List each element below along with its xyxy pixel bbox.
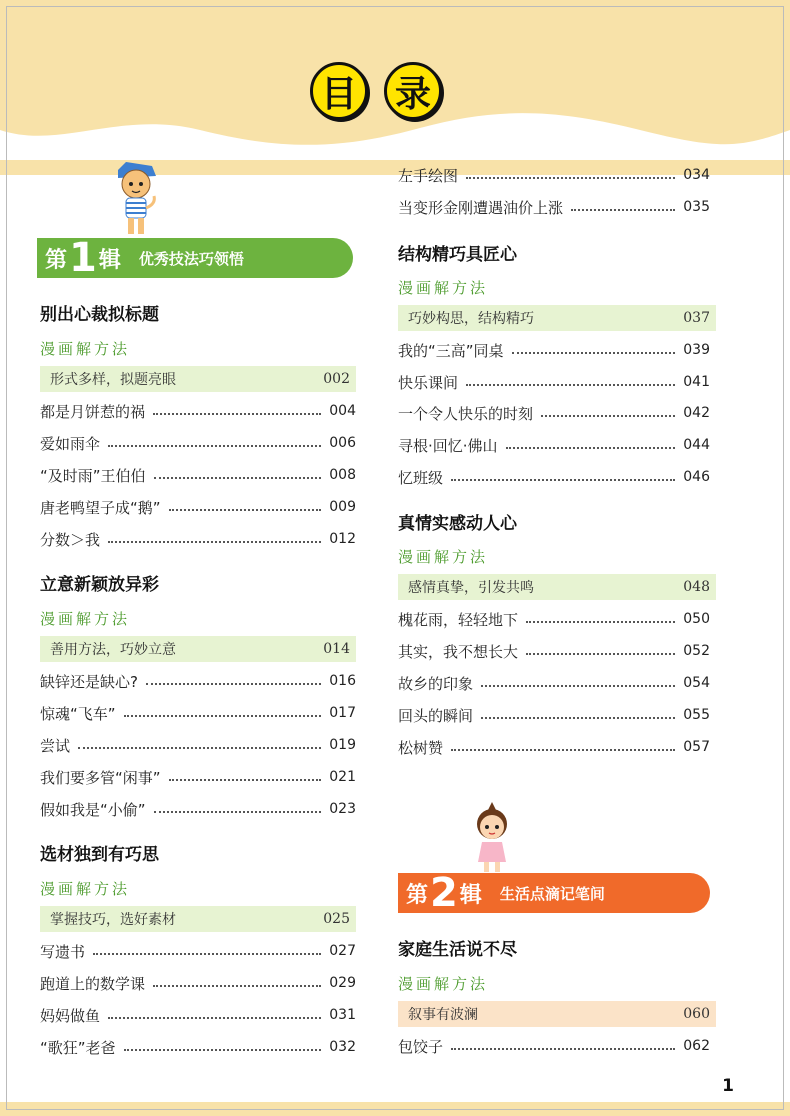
cat-mascot-icon	[112, 160, 160, 238]
entry-page: 054	[683, 675, 710, 691]
method-entry[interactable]	[398, 574, 716, 600]
leader-dots	[512, 352, 676, 354]
leader-dots	[451, 749, 675, 751]
entry-page: 016	[329, 673, 356, 689]
leader-dots	[526, 653, 675, 655]
entry-title: 松树赞	[398, 738, 444, 757]
entry-title: “及时雨”王伯伯	[40, 466, 146, 485]
entry-title: 假如我是“小偷”	[40, 800, 146, 819]
toc-entry[interactable]	[40, 669, 356, 693]
leader-dots	[481, 685, 675, 687]
leader-dots	[153, 985, 321, 987]
leader-dots	[124, 1049, 322, 1051]
section-title: 立意新颖放异彩	[40, 575, 159, 595]
section-title: 真情实感动人心	[398, 514, 517, 534]
method-text: 善用方法，巧妙立意	[50, 642, 176, 658]
entry-title: 回头的瞬间	[398, 706, 474, 725]
method-page: 060	[683, 1006, 710, 1022]
entry-page: 044	[683, 437, 710, 453]
toc-entry[interactable]	[398, 163, 710, 187]
leader-dots	[93, 953, 321, 955]
entry-page: 052	[683, 643, 710, 659]
method-label: 漫画解方法	[40, 340, 131, 358]
toc-entry[interactable]	[398, 195, 710, 219]
toc-entry[interactable]	[398, 433, 710, 457]
toc-entry[interactable]	[398, 338, 710, 362]
leader-dots	[146, 683, 321, 685]
part-1-number: 1	[69, 235, 97, 281]
method-entry[interactable]	[40, 366, 356, 392]
leader-dots	[154, 811, 322, 813]
entry-page: 032	[329, 1039, 356, 1055]
entry-title: 分数＞我	[40, 530, 101, 549]
toc-entry[interactable]	[40, 431, 356, 455]
toc-entry[interactable]	[40, 733, 356, 757]
leader-dots	[169, 509, 322, 511]
section-title: 家庭生活说不尽	[398, 940, 517, 960]
toc-entry[interactable]	[40, 495, 356, 519]
page-number: 1	[722, 1076, 734, 1096]
toc-entry[interactable]	[40, 399, 356, 423]
entry-page: 019	[329, 737, 356, 753]
entry-title: 尝试	[40, 736, 71, 755]
entry-page: 027	[329, 943, 356, 959]
entry-title: 其实，我不想长大	[398, 642, 519, 661]
entry-title: 妈妈做鱼	[40, 1006, 101, 1025]
part-1-banner	[37, 235, 353, 281]
girl-mascot-icon	[470, 800, 514, 874]
entry-page: 006	[329, 435, 356, 451]
toc-entry[interactable]	[398, 671, 710, 695]
method-text: 掌握技巧，选好素材	[50, 912, 176, 928]
entry-page: 021	[329, 769, 356, 785]
toc-entry[interactable]	[398, 465, 710, 489]
entry-title: 忆班级	[398, 468, 444, 487]
entry-page: 055	[683, 707, 710, 723]
toc-entry[interactable]	[40, 765, 356, 789]
part-1-prefix: 第	[45, 247, 68, 273]
entry-page: 008	[329, 467, 356, 483]
entry-page: 039	[683, 342, 710, 358]
toc-entry[interactable]	[398, 639, 710, 663]
entry-title: 缺锌还是缺心?	[40, 672, 138, 691]
entry-title: 故乡的印象	[398, 674, 474, 693]
entry-page: 031	[329, 1007, 356, 1023]
part-1-subtitle: 优秀技法巧领悟	[138, 249, 244, 268]
entry-title: 当变形金刚遭遇油价上涨	[398, 198, 564, 217]
section-title: 选材独到有巧思	[40, 845, 159, 865]
entry-title: 爱如雨伞	[40, 434, 101, 453]
method-label: 漫画解方法	[398, 279, 489, 297]
page-title	[310, 62, 442, 120]
entry-title: 一个令人快乐的时刻	[398, 404, 534, 423]
title-char-2: 录	[384, 62, 442, 120]
leader-dots	[124, 715, 322, 717]
section-title: 别出心裁拟标题	[40, 305, 159, 325]
entry-page: 004	[329, 403, 356, 419]
title-char-1: 目	[310, 62, 368, 120]
leader-dots	[526, 621, 675, 623]
leader-dots	[169, 779, 322, 781]
toc-entry[interactable]	[40, 797, 356, 821]
part-2-subtitle: 生活点滴记笔间	[499, 884, 605, 903]
entry-page: 034	[683, 167, 710, 183]
entry-page: 017	[329, 705, 356, 721]
leader-dots	[108, 1017, 321, 1019]
method-text: 形式多样，拟题亮眼	[50, 372, 176, 388]
method-page: 025	[323, 911, 350, 927]
entry-page: 009	[329, 499, 356, 515]
method-text: 感情真挚，引发共鸣	[408, 580, 534, 596]
part-1-suffix: 辑	[98, 247, 121, 273]
leader-dots	[451, 1048, 675, 1050]
entry-title: 包饺子	[398, 1037, 444, 1056]
method-label: 漫画解方法	[40, 610, 131, 628]
method-page: 048	[683, 579, 710, 595]
entry-page: 042	[683, 405, 710, 421]
toc-entry[interactable]	[398, 703, 710, 727]
toc-entry[interactable]	[40, 527, 356, 551]
leader-dots	[506, 447, 676, 449]
entry-page: 035	[683, 199, 710, 215]
method-label: 漫画解方法	[398, 548, 489, 566]
method-entry[interactable]	[40, 906, 356, 932]
method-label: 漫画解方法	[398, 975, 489, 993]
entry-title: 都是月饼惹的祸	[40, 402, 146, 421]
leader-dots	[571, 209, 675, 211]
part-2-prefix: 第	[406, 882, 429, 908]
toc-entry[interactable]	[398, 1034, 710, 1058]
entry-page: 046	[683, 469, 710, 485]
method-page: 014	[323, 641, 350, 657]
method-label: 漫画解方法	[40, 880, 131, 898]
method-entry[interactable]	[40, 636, 356, 662]
entry-title: 我的“三高”同桌	[398, 341, 504, 360]
part-2-banner	[398, 870, 710, 916]
toc-entry[interactable]	[40, 1035, 356, 1059]
section-title: 结构精巧具匠心	[398, 245, 517, 265]
toc-entry[interactable]	[398, 735, 710, 759]
leader-dots	[153, 413, 321, 415]
entry-title: 唐老鸭望子成“鹅”	[40, 498, 161, 517]
leader-dots	[541, 415, 675, 417]
entry-page: 012	[329, 531, 356, 547]
leader-dots	[481, 717, 675, 719]
leader-dots	[154, 477, 322, 479]
toc-entry[interactable]	[40, 701, 356, 725]
method-text: 叙事有波澜	[408, 1007, 478, 1023]
toc-entry[interactable]	[398, 370, 710, 394]
entry-title: 惊魂“飞车”	[40, 704, 116, 723]
leader-dots	[466, 177, 675, 179]
method-text: 巧妙构思，结构精巧	[408, 311, 534, 327]
method-page: 002	[323, 371, 350, 387]
method-entry[interactable]	[398, 305, 716, 331]
entry-page: 041	[683, 374, 710, 390]
entry-title: 写遗书	[40, 942, 86, 961]
entry-title: 寻根·回忆·佛山	[398, 436, 498, 455]
entry-page: 023	[329, 801, 356, 817]
entry-title: “歌狂”老爸	[40, 1038, 116, 1057]
leader-dots	[466, 384, 675, 386]
leader-dots	[451, 479, 675, 481]
part-2-number: 2	[430, 870, 458, 916]
entry-title: 左手绘图	[398, 166, 459, 185]
entry-page: 062	[683, 1038, 710, 1054]
toc-entry[interactable]	[40, 939, 356, 963]
entry-page: 029	[329, 975, 356, 991]
leader-dots	[108, 445, 321, 447]
toc-entry[interactable]	[40, 463, 356, 487]
toc-entry[interactable]	[40, 971, 356, 995]
toc-entry[interactable]	[40, 1003, 356, 1027]
entry-page: 057	[683, 739, 710, 755]
leader-dots	[108, 541, 321, 543]
entry-page: 050	[683, 611, 710, 627]
entry-title: 槐花雨，轻轻地下	[398, 610, 519, 629]
leader-dots	[78, 747, 321, 749]
toc-entry[interactable]	[398, 401, 710, 425]
method-page: 037	[683, 310, 710, 326]
toc-entry[interactable]	[398, 607, 710, 631]
method-entry[interactable]	[398, 1001, 716, 1027]
entry-title: 跑道上的数学课	[40, 974, 146, 993]
entry-title: 我们要多管“闲事”	[40, 768, 161, 787]
entry-title: 快乐课间	[398, 373, 459, 392]
part-2-suffix: 辑	[459, 882, 482, 908]
